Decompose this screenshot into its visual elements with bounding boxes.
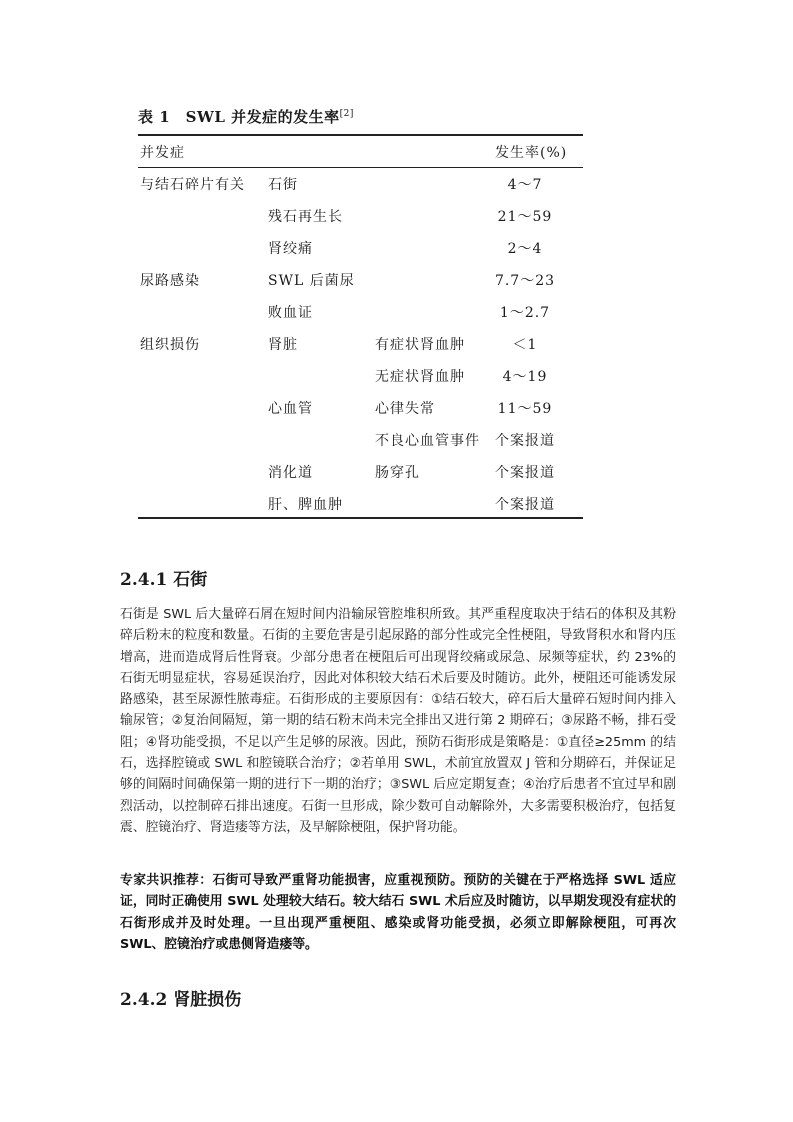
table-cell-detail: 肠穿孔 (375, 465, 420, 481)
table-header-rule (138, 167, 583, 168)
table-cell-rate: 4～7 (507, 177, 543, 193)
table-cell-sub: 石街 (268, 177, 298, 193)
expert-consensus-paragraph: 专家共识推荐：石街可导致严重肾功能损害，应重视预防。预防的关键在于严格选择 SWL 适应证，同时正确使用 SWL 处理较大结石。较大结石 SWL 术后应及时随访，以早期发现没有症状的石街形成并及时处理。一旦出现严重梗阻、感染或肾功能受损，必须立即解除梗阻，可再次 SWL、腔镜治疗或患侧肾造瘘等。 (120, 873, 676, 952)
table-cell-sub: 残石再生长 (268, 209, 343, 225)
table-caption (138, 106, 354, 127)
table-cell-detail: 不良心血管事件 (375, 433, 480, 449)
table-caption-ref: [2] (339, 109, 354, 119)
table-cell-rate: 个案报道 (495, 465, 555, 481)
table-cell-sub: 肾脏 (268, 337, 298, 353)
section-heading-kidney-injury: 2.4.2 肾脏损伤 (120, 990, 242, 1010)
table-cell-detail: 有症状肾血肿 (375, 337, 465, 353)
table-cell-category: 尿路感染 (140, 273, 200, 289)
table-bottom-rule (138, 517, 583, 519)
table-cell-sub: 败血证 (268, 305, 313, 321)
table-cell-sub: 心血管 (268, 401, 313, 417)
table-cell-sub: 消化道 (268, 465, 313, 481)
table-cell-rate: 11～59 (497, 401, 553, 417)
table-cell-category: 组织损伤 (140, 337, 200, 353)
table-cell-category: 与结石碎片有关 (140, 177, 245, 193)
table-cell-sub: 肝、脾血肿 (268, 497, 343, 513)
table-cell-rate: 个案报道 (495, 433, 555, 449)
section-body-paragraph: 石街是 SWL 后大量碎石屑在短时间内沿输尿管腔堆积所致。其严重程度取决于结石的体积及其粉碎后粉末的粒度和数量。石街的主要危害是引起尿路的部分性或完全性梗阻，导致肾积水和肾内压增高，进而造成肾后性肾衰。少部分患者在梗阻后可出现肾绞痛或尿急、尿频等症状，约 23%的石街无明显症状，容易延误治疗，因此对体积较大结石术后要及时随访。此外，梗阻还可能诱发尿路感染，甚至尿源性脓毒症。石街形成的主要原因有：①结石较大，碎石后大量碎石短时间内排入输尿管；②复治间隔短，第一期的结石粉末尚未完全排出又进行第 2 期碎石；③尿路不畅，排石受阻；④肾功能受损，不足以产生足够的尿液。因此，预防石街形成是策略是：①直径≥25mm 的结石，选择腔镜或 SWL 和腔镜联合治疗；②若单用 SWL，术前宜放置双 J 管和分期碎石，并保证足够的间隔时间确保第一期的进行下一期的治疗；③SWL 后应定期复查；④治疗后患者不宜过早和剧烈活动，以控制碎石排出速度。石街一旦形成，除少数可自动解除外，大多需要积极治疗，包括复震、腔镜治疗、肾造瘘等方法，及早解除梗阻，保护肾功能。 (120, 607, 676, 835)
table-cell-rate: ＜1 (512, 337, 538, 353)
table-cell-detail: 无症状肾血肿 (375, 369, 465, 385)
table-header-rate: 发生率(%) (495, 145, 568, 161)
section-heading-stone-street: 2.4.1 石街 (120, 570, 208, 590)
table-top-rule (138, 134, 583, 136)
table-cell-rate: 7.7～23 (494, 273, 556, 289)
table-caption-text: 表 1 SWL 并发症的发生率 (138, 108, 340, 126)
table-cell-sub: 肾绞痛 (268, 241, 313, 257)
table-cell-detail: 心律失常 (375, 401, 435, 417)
table-cell-sub: SWL 后菌尿 (268, 273, 355, 289)
table-cell-rate: 4～19 (502, 369, 548, 385)
table-header-complication: 并发症 (140, 145, 185, 161)
table-cell-rate: 2～4 (507, 241, 543, 257)
table-cell-rate: 个案报道 (495, 497, 555, 513)
table-cell-rate: 1～2.7 (499, 305, 551, 321)
table-cell-rate: 21～59 (497, 209, 553, 225)
